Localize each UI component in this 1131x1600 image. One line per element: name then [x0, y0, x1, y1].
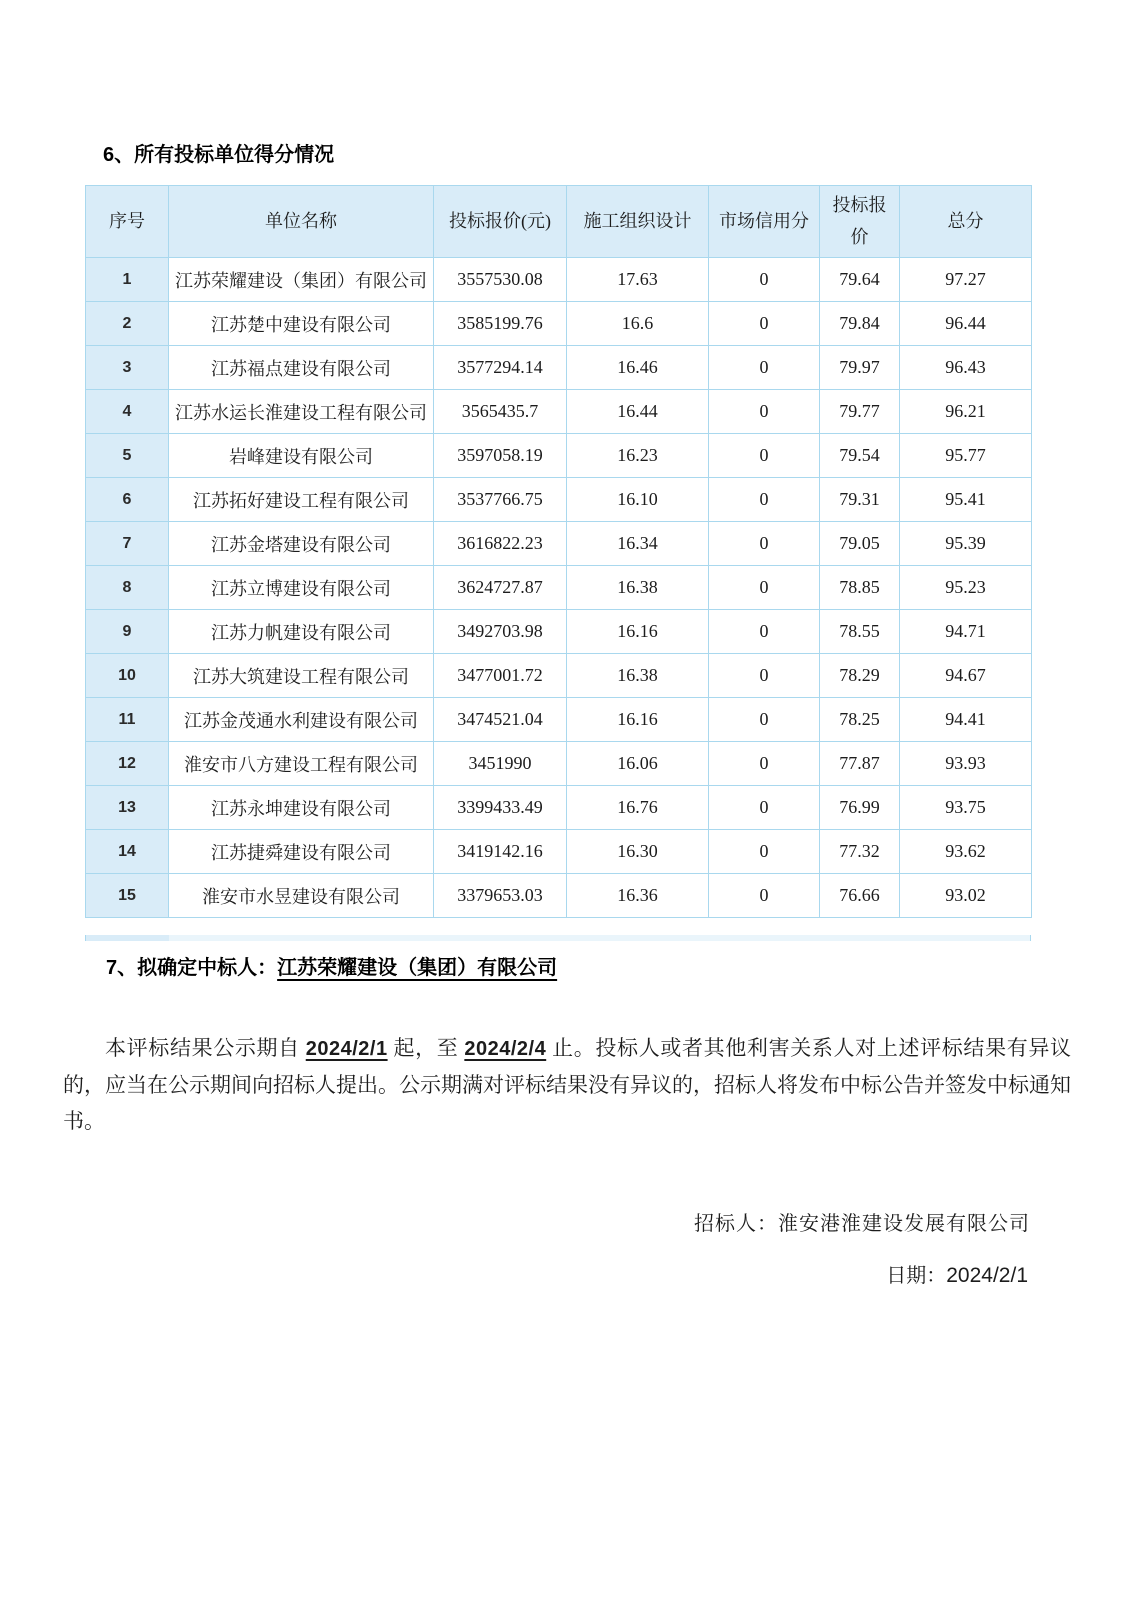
cell-company: 江苏水运长淮建设工程有限公司: [169, 390, 434, 434]
cell-price-score: 77.87: [820, 742, 900, 786]
cell-company: 淮安市水昱建设有限公司: [169, 874, 434, 918]
cell-total-score: 94.71: [900, 610, 1032, 654]
col-header-price-score: [820, 186, 900, 258]
table-cropped-row-strip: [85, 935, 1031, 941]
table-row: [86, 390, 1032, 434]
section7-prefix: 7、拟确定中标人：: [106, 957, 278, 979]
cell-bid-price: 3585199.76: [434, 302, 567, 346]
cell-bid-price: 3419142.16: [434, 830, 567, 874]
table-row: [86, 566, 1032, 610]
tenderer-signature: 招标人：淮安港淮建设发展有限公司: [694, 1213, 1030, 1235]
score-table-body: [86, 258, 1032, 918]
cell-price-score: 78.55: [820, 610, 900, 654]
cell-total-score: 93.93: [900, 742, 1032, 786]
cell-rank: 8: [86, 566, 169, 610]
cell-credit-score: 0: [709, 434, 820, 478]
publicity-end-date: 2024/2/4: [464, 1038, 547, 1060]
col-header-rank-label: 序号: [109, 210, 145, 231]
notice-text-2: 起，至: [387, 1036, 465, 1060]
cell-rank: 10: [86, 654, 169, 698]
cell-company: 江苏荣耀建设（集团）有限公司: [169, 258, 434, 302]
signature-date-line: [886, 1259, 1028, 1288]
cell-construction-design: 16.38: [567, 566, 709, 610]
date-value: 2024/2/1: [946, 1264, 1028, 1287]
col-header-construction-design-label: 施工组织设计: [583, 210, 692, 231]
cell-credit-score: 0: [709, 610, 820, 654]
cell-company: 江苏金茂通水利建设有限公司: [169, 698, 434, 742]
cell-bid-price: 3451990: [434, 742, 567, 786]
cell-company: 江苏楚中建设有限公司: [169, 302, 434, 346]
table-row: [86, 874, 1032, 918]
cell-price-score: 79.77: [820, 390, 900, 434]
cell-credit-score: 0: [709, 830, 820, 874]
col-header-credit-score: [709, 186, 820, 258]
col-header-construction-design: [567, 186, 709, 258]
col-header-bid-price-label: 投标报价(元): [449, 210, 551, 231]
col-header-credit-score-label: 市场信用分: [719, 210, 809, 231]
cell-bid-price: 3399433.49: [434, 786, 567, 830]
cell-construction-design: 16.36: [567, 874, 709, 918]
proposed-winner-name: 江苏荣耀建设（集团）有限公司: [277, 957, 558, 979]
cell-credit-score: 0: [709, 390, 820, 434]
cell-total-score: 95.77: [900, 434, 1032, 478]
table-row: [86, 830, 1032, 874]
date-label: 日期：: [886, 1265, 947, 1287]
cell-price-score: 76.99: [820, 786, 900, 830]
cell-price-score: 76.66: [820, 874, 900, 918]
cell-construction-design: 16.6: [567, 302, 709, 346]
col-header-rank: [86, 186, 169, 258]
table-row: [86, 698, 1032, 742]
cell-rank: 5: [86, 434, 169, 478]
section6-heading: 6、所有投标单位得分情况: [103, 144, 335, 166]
cell-bid-price: 3474521.04: [434, 698, 567, 742]
cell-price-score: 79.05: [820, 522, 900, 566]
cell-rank: 13: [86, 786, 169, 830]
cell-rank: 1: [86, 258, 169, 302]
cell-company: 江苏力帆建设有限公司: [169, 610, 434, 654]
cell-rank: 11: [86, 698, 169, 742]
cell-price-score: 78.25: [820, 698, 900, 742]
cell-company: 江苏大筑建设工程有限公司: [169, 654, 434, 698]
cell-total-score: 95.39: [900, 522, 1032, 566]
cell-rank: 4: [86, 390, 169, 434]
cell-total-score: 95.23: [900, 566, 1032, 610]
cell-total-score: 96.21: [900, 390, 1032, 434]
cell-total-score: 95.41: [900, 478, 1032, 522]
cell-construction-design: 16.44: [567, 390, 709, 434]
cell-bid-price: 3537766.75: [434, 478, 567, 522]
table-row: [86, 786, 1032, 830]
cell-company: 江苏捷舜建设有限公司: [169, 830, 434, 874]
col-header-company: [169, 186, 434, 258]
cell-credit-score: 0: [709, 874, 820, 918]
table-row: [86, 478, 1032, 522]
cell-bid-price: 3492703.98: [434, 610, 567, 654]
cell-rank: 9: [86, 610, 169, 654]
cell-credit-score: 0: [709, 346, 820, 390]
cell-construction-design: 16.16: [567, 698, 709, 742]
cell-price-score: 77.32: [820, 830, 900, 874]
cell-total-score: 93.02: [900, 874, 1032, 918]
cell-company: 江苏永坤建设有限公司: [169, 786, 434, 830]
cell-construction-design: 16.23: [567, 434, 709, 478]
cell-bid-price: 3379653.03: [434, 874, 567, 918]
cell-construction-design: 16.34: [567, 522, 709, 566]
cell-total-score: 93.75: [900, 786, 1032, 830]
cell-bid-price: 3616822.23: [434, 522, 567, 566]
table-row: [86, 434, 1032, 478]
cell-total-score: 94.41: [900, 698, 1032, 742]
cell-company: 淮安市八方建设工程有限公司: [169, 742, 434, 786]
section7-heading: [106, 951, 557, 980]
cell-price-score: 78.29: [820, 654, 900, 698]
cell-rank: 14: [86, 830, 169, 874]
notice-text-3: 止。投标人或者其他利害关系人对上述评标结果有异议的，应当在公示期间向招标人提出。公示期满对评标结果没有异议的，招标人将发布中标公告并签发中标通知书。: [63, 1036, 1072, 1133]
cell-rank: 3: [86, 346, 169, 390]
cell-company: 江苏立博建设有限公司: [169, 566, 434, 610]
cell-rank: 6: [86, 478, 169, 522]
table-row: [86, 522, 1032, 566]
cell-rank: 2: [86, 302, 169, 346]
score-table: [85, 185, 1032, 918]
cell-price-score: 79.54: [820, 434, 900, 478]
table-row: [86, 742, 1032, 786]
col-header-total-score: [900, 186, 1032, 258]
publicity-start-date: 2024/2/1: [305, 1038, 388, 1060]
cell-credit-score: 0: [709, 654, 820, 698]
cell-price-score: 79.31: [820, 478, 900, 522]
cell-rank: 12: [86, 742, 169, 786]
cell-credit-score: 0: [709, 566, 820, 610]
cell-company: 江苏金塔建设有限公司: [169, 522, 434, 566]
cell-total-score: 94.67: [900, 654, 1032, 698]
cell-bid-price: 3557530.08: [434, 258, 567, 302]
table-row: [86, 302, 1032, 346]
col-header-total-score-label: 总分: [947, 210, 984, 231]
cell-bid-price: 3597058.19: [434, 434, 567, 478]
table-row: [86, 346, 1032, 390]
cell-price-score: 79.97: [820, 346, 900, 390]
cell-credit-score: 0: [709, 698, 820, 742]
cell-credit-score: 0: [709, 478, 820, 522]
cell-construction-design: 16.06: [567, 742, 709, 786]
table-row: [86, 654, 1032, 698]
cell-bid-price: 3565435.7: [434, 390, 567, 434]
cell-credit-score: 0: [709, 522, 820, 566]
cell-credit-score: 0: [709, 302, 820, 346]
cell-price-score: 78.85: [820, 566, 900, 610]
cell-total-score: 96.44: [900, 302, 1032, 346]
cell-construction-design: 16.30: [567, 830, 709, 874]
table-row: [86, 258, 1032, 302]
col-header-price-score-label: 投标报价: [832, 195, 887, 247]
table-cropped-index-cell: [86, 935, 169, 941]
cell-company: 江苏拓好建设工程有限公司: [169, 478, 434, 522]
cell-total-score: 93.62: [900, 830, 1032, 874]
cell-construction-design: 16.10: [567, 478, 709, 522]
cell-price-score: 79.64: [820, 258, 900, 302]
table-header-row: [86, 186, 1032, 258]
table-row: [86, 610, 1032, 654]
cell-credit-score: 0: [709, 742, 820, 786]
cell-total-score: 97.27: [900, 258, 1032, 302]
cell-construction-design: 17.63: [567, 258, 709, 302]
cell-construction-design: 16.46: [567, 346, 709, 390]
cell-total-score: 96.43: [900, 346, 1032, 390]
cell-bid-price: 3624727.87: [434, 566, 567, 610]
cell-company: 江苏福点建设有限公司: [169, 346, 434, 390]
publicity-notice-paragraph: [63, 1030, 1071, 1139]
cell-bid-price: 3577294.14: [434, 346, 567, 390]
cell-rank: 7: [86, 522, 169, 566]
cell-price-score: 79.84: [820, 302, 900, 346]
cell-bid-price: 3477001.72: [434, 654, 567, 698]
cell-company: 岩峰建设有限公司: [169, 434, 434, 478]
col-header-bid-price: [434, 186, 567, 258]
cell-construction-design: 16.38: [567, 654, 709, 698]
notice-text-1: 本评标结果公示期自: [105, 1036, 306, 1060]
cell-construction-design: 16.16: [567, 610, 709, 654]
cell-rank: 15: [86, 874, 169, 918]
cell-credit-score: 0: [709, 786, 820, 830]
cell-credit-score: 0: [709, 258, 820, 302]
col-header-company-label: 单位名称: [265, 210, 337, 231]
cell-construction-design: 16.76: [567, 786, 709, 830]
